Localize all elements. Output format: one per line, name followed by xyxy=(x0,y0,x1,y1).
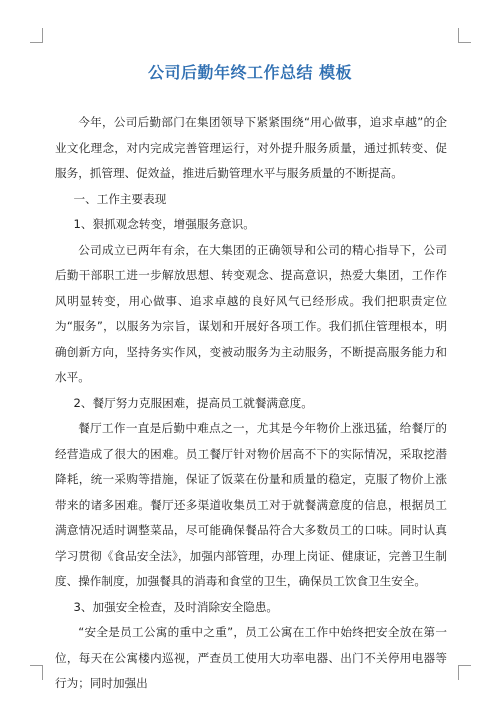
crop-mark-top-right xyxy=(458,28,471,43)
crop-mark-bottom-right xyxy=(458,665,471,680)
paragraph: “安全是员工公寓的重中之重”，员工公寓在工作中始终把安全放在第一位，每天在公寓楼内巡视，严查员工使用大功率电器、出门不关停用电器等行为；同时加强出 xyxy=(55,625,447,690)
intro-paragraph: 今年，公司后勤部门在集团领导下紧紧围绕“用心做事，追求卓越”的企业文化理念，对内完成完善管理运行，对外提升服务质量，通过抓转变、促服务，抓管理、促效益，推进后勤管理水平与服务质量的不断提高。 xyxy=(55,115,447,180)
document-title: 公司后勤年终工作总结 模板 xyxy=(147,63,353,82)
crop-mark-bottom-left xyxy=(30,665,43,680)
paragraph: 公司成立已两年有余，在大集团的正确领导和公司的精心指导下，公司后勤干部职工进一步解放思想、转变观念、提高意识，热爱大集团，工作作风明显转变，用心做事、追求卓越的良好风气已经形成。我们把职责定位为“服务”，以服务为宗旨，谋划和开展好各项工作。我们抓住管理根本，明确创新方向，坚持务实作风，变被动服务为主动服务，不断提高服务能力和水平。 xyxy=(55,242,447,384)
subheading-1: 1、狠抓观念转变，增强服务意识。 xyxy=(73,217,255,231)
paragraph: 餐厅工作一直是后勤中难点之一，尤其是今年物价上涨迅猛，给餐厅的经营造成了很大的困难。员工餐厅针对物价居高不下的实际情况，采取挖潜降耗，统一采购等措施，保证了饭菜在份量和质量的稳定，克服了物价上涨带来的诸多困难。餐厅还多渠道收集员工对于就餐满意度的信息，根据员工满意情况适时调整菜品，尽可能确保餐品符合大多数员工的口味。同时认真学习贯彻《食品安全法》，加强内部管理，办理上岗证、健康证，完善卫生制度、操作制度，加强餐具的消毒和食堂的卫生，确保员工饮食卫生安全。 xyxy=(55,421,447,588)
subheading-2: 2、餐厅努力克服困难，提高员工就餐满意度。 xyxy=(73,395,313,410)
subheading-3: 3、加强安全检查，及时消除安全隐患。 xyxy=(73,599,279,614)
document-body xyxy=(55,110,447,697)
section-heading: 一、工作主要表现 xyxy=(73,191,167,206)
crop-mark-top-left xyxy=(30,28,43,43)
